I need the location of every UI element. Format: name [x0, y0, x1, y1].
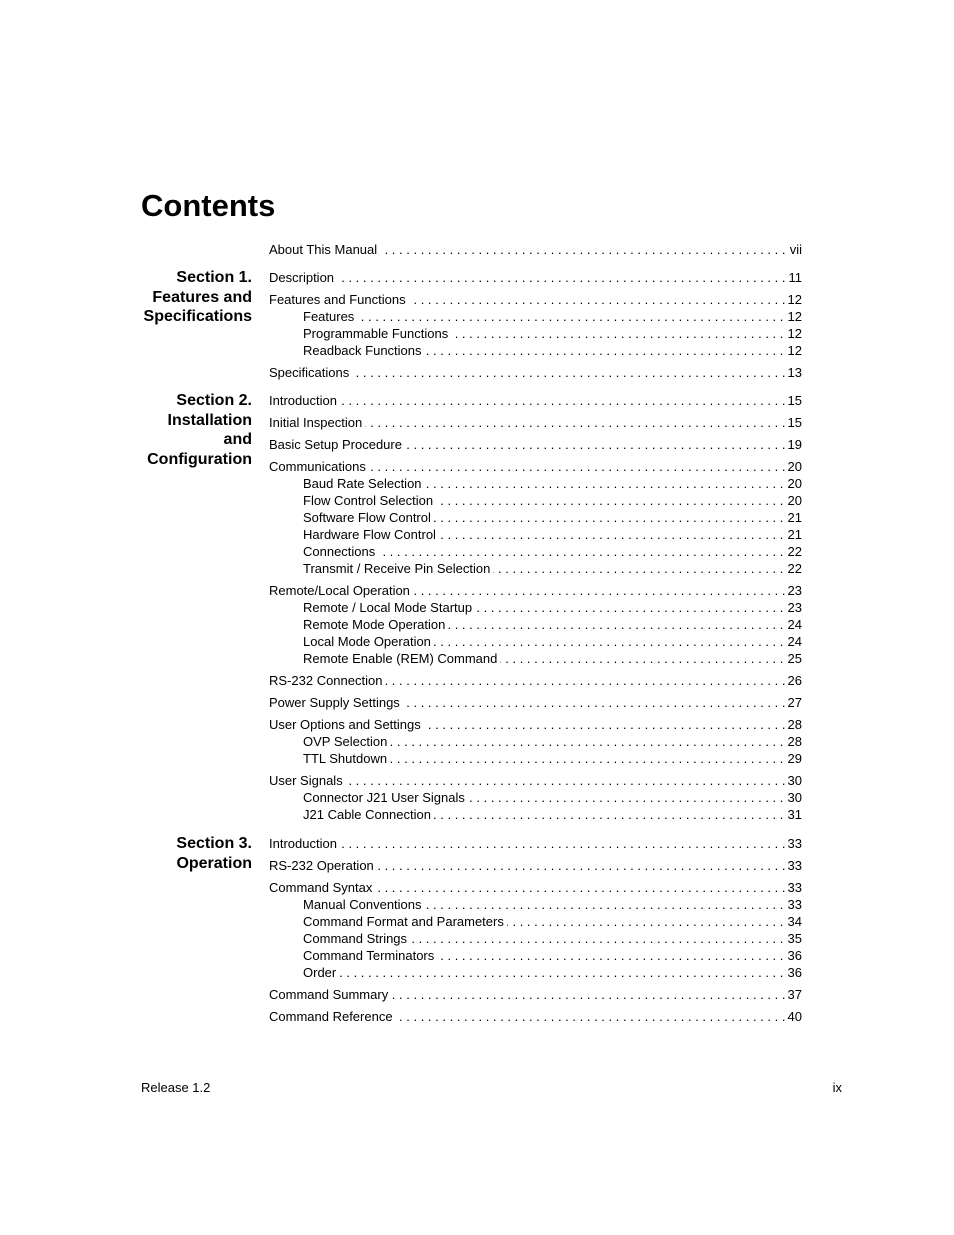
toc-page-number: 33 [785, 879, 802, 896]
toc-subentry[interactable] [269, 947, 802, 964]
toc-page-number: 36 [785, 947, 802, 964]
toc-entry-label: User Options and Settings [269, 717, 424, 732]
toc-page-number: 11 [786, 269, 803, 286]
toc-page-number: 24 [785, 633, 802, 650]
dot-leader [303, 308, 802, 325]
toc-entry-label: Command Terminators [303, 948, 437, 963]
toc-subentry[interactable] [269, 342, 802, 359]
toc-page-number: 37 [785, 986, 802, 1003]
toc-entry-label: Remote Enable (REM) Command [303, 651, 500, 666]
toc-page-number: 33 [785, 835, 802, 852]
toc-page-number: 40 [785, 1008, 802, 1025]
toc-subentry[interactable] [269, 543, 802, 560]
toc-page-number: 15 [785, 414, 802, 431]
page-title: Contents [141, 188, 276, 223]
toc-entry[interactable] [269, 436, 802, 453]
toc-entry-label: Basic Setup Procedure [269, 437, 405, 452]
toc-page-number: 12 [785, 308, 802, 325]
toc-entry[interactable] [269, 269, 802, 286]
toc-entry-label: Remote Mode Operation [303, 617, 448, 632]
section-heading: Section 1. Features and Specifications [143, 269, 252, 325]
toc-entry-label: Software Flow Control [303, 510, 434, 525]
toc-page-number: 25 [785, 650, 802, 667]
section-heading: Section 3. Operation [176, 835, 252, 872]
toc-subentry[interactable] [269, 526, 802, 543]
dot-leader [269, 392, 802, 409]
toc-entry-label: Features [303, 309, 357, 324]
toc-entry-label: Baud Rate Selection [303, 476, 425, 491]
dot-leader [269, 269, 802, 286]
toc-entry[interactable] [269, 694, 802, 711]
toc-subentry[interactable] [269, 913, 802, 930]
toc-subentry[interactable] [269, 308, 802, 325]
toc-page-number: 36 [785, 964, 802, 981]
toc-entry-label: RS-232 Connection [269, 673, 385, 688]
toc-entry-label: Hardware Flow Control [303, 527, 439, 542]
dot-leader [269, 772, 802, 789]
toc-entry-label: Power Supply Settings [269, 695, 403, 710]
toc-entry[interactable] [269, 857, 802, 874]
toc-page-number: 23 [785, 582, 802, 599]
toc-subentry[interactable] [269, 325, 802, 342]
toc-page-number: 34 [785, 913, 802, 930]
toc-page-number: 20 [785, 475, 802, 492]
toc-entry-label: Remote/Local Operation [269, 583, 413, 598]
section-heading: Section 2. Installation and Configuration [147, 392, 252, 468]
toc-entry[interactable] [269, 241, 802, 258]
toc-entry-label: Connector J21 User Signals [303, 790, 468, 805]
toc-page-number: 30 [785, 772, 802, 789]
dot-leader [303, 964, 802, 981]
toc-entry-label: Features and Functions [269, 292, 409, 307]
toc-page-number: 19 [785, 436, 802, 453]
toc-entry-label: User Signals [269, 773, 346, 788]
toc-entry[interactable] [269, 1008, 802, 1025]
dot-leader [269, 835, 802, 852]
toc-entry-label: Introduction [269, 393, 340, 408]
toc-subentry[interactable] [269, 509, 802, 526]
toc-entry-label: Remote / Local Mode Startup [303, 600, 475, 615]
toc-subentry[interactable] [269, 599, 802, 616]
toc-subentry[interactable] [269, 733, 802, 750]
toc-page-number: 24 [785, 616, 802, 633]
toc-page-number: 29 [785, 750, 802, 767]
toc-entry-label: Transmit / Receive Pin Selection [303, 561, 493, 576]
footer-release: Release 1.2 [141, 1080, 211, 1095]
toc-page-number: 20 [785, 492, 802, 509]
toc-subentry[interactable] [269, 616, 802, 633]
toc-entry-label: J21 Cable Connection [303, 807, 434, 822]
footer-page-number: ix [832, 1080, 842, 1095]
toc-subentry[interactable] [269, 650, 802, 667]
toc-subentry[interactable] [269, 896, 802, 913]
toc-subentry[interactable] [269, 964, 802, 981]
toc-page-number: 21 [785, 509, 802, 526]
toc-entries [269, 392, 802, 823]
toc-page-number: 31 [785, 806, 802, 823]
toc-page-number: 22 [785, 543, 802, 560]
toc-page-number: 12 [785, 342, 802, 359]
toc-entry-label: Command Summary [269, 987, 391, 1002]
toc-entry[interactable] [269, 879, 802, 896]
toc-page-number: 35 [785, 930, 802, 947]
toc-entry[interactable] [269, 392, 802, 409]
toc-entry[interactable] [269, 291, 802, 308]
toc-entry-label: Specifications [269, 365, 352, 380]
toc-entry-label: Local Mode Operation [303, 634, 434, 649]
toc-entries [269, 269, 802, 381]
toc-subentry[interactable] [269, 806, 802, 823]
toc-entry-label: Command Reference [269, 1009, 396, 1024]
toc-entry[interactable] [269, 716, 802, 733]
toc-entry[interactable] [269, 772, 802, 789]
toc-page-number: 13 [785, 364, 802, 381]
toc-entries [269, 835, 802, 1025]
toc-entry-label: About This Manual [269, 242, 380, 257]
toc-page-number: 23 [785, 599, 802, 616]
toc-page-number: 22 [785, 560, 802, 577]
toc-entry[interactable] [269, 835, 802, 852]
toc-entry-label: Initial Inspection [269, 415, 365, 430]
toc-entry-label: OVP Selection [303, 734, 390, 749]
toc-entry-label: Programmable Functions [303, 326, 451, 341]
toc-entry[interactable] [269, 458, 802, 475]
toc-page-number: vii [787, 241, 802, 258]
toc-page-number: 12 [785, 291, 802, 308]
toc-subentry[interactable] [269, 930, 802, 947]
toc-entry-label: Readback Functions [303, 343, 425, 358]
toc-page-number: 12 [785, 325, 802, 342]
toc-page-number: 33 [785, 896, 802, 913]
toc-page-number: 27 [785, 694, 802, 711]
toc-entry-label: Description [269, 270, 337, 285]
toc-page-number: 26 [785, 672, 802, 689]
toc-entries [269, 241, 802, 258]
toc-page-number: 28 [785, 733, 802, 750]
toc-entry-label: Command Format and Parameters [303, 914, 507, 929]
toc-entry-label: Introduction [269, 836, 340, 851]
toc-entry[interactable] [269, 986, 802, 1003]
toc-entry-label: Communications [269, 459, 369, 474]
toc-subentry[interactable] [269, 475, 802, 492]
toc-page-number: 21 [785, 526, 802, 543]
toc-subentry[interactable] [269, 633, 802, 650]
toc-subentry[interactable] [269, 750, 802, 767]
toc-subentry[interactable] [269, 789, 802, 806]
toc-page-number: 33 [785, 857, 802, 874]
toc-entry-label: TTL Shutdown [303, 751, 390, 766]
toc-entry-label: Command Strings [303, 931, 410, 946]
toc-page-number: 15 [785, 392, 802, 409]
toc-entry[interactable] [269, 414, 802, 431]
toc-entry-label: Connections [303, 544, 378, 559]
toc-page-number: 20 [785, 458, 802, 475]
toc-subentry[interactable] [269, 492, 802, 509]
toc-entry-label: Flow Control Selection [303, 493, 436, 508]
toc-entry[interactable] [269, 582, 802, 599]
toc-entry-label: Command Syntax [269, 880, 375, 895]
toc-page-number: 30 [785, 789, 802, 806]
toc-entry[interactable] [269, 364, 802, 381]
toc-subentry[interactable] [269, 560, 802, 577]
toc-entry[interactable] [269, 672, 802, 689]
toc-entry-label: Order [303, 965, 339, 980]
toc-page-number: 28 [785, 716, 802, 733]
toc-entry-label: Manual Conventions [303, 897, 425, 912]
toc-entry-label: RS-232 Operation [269, 858, 377, 873]
